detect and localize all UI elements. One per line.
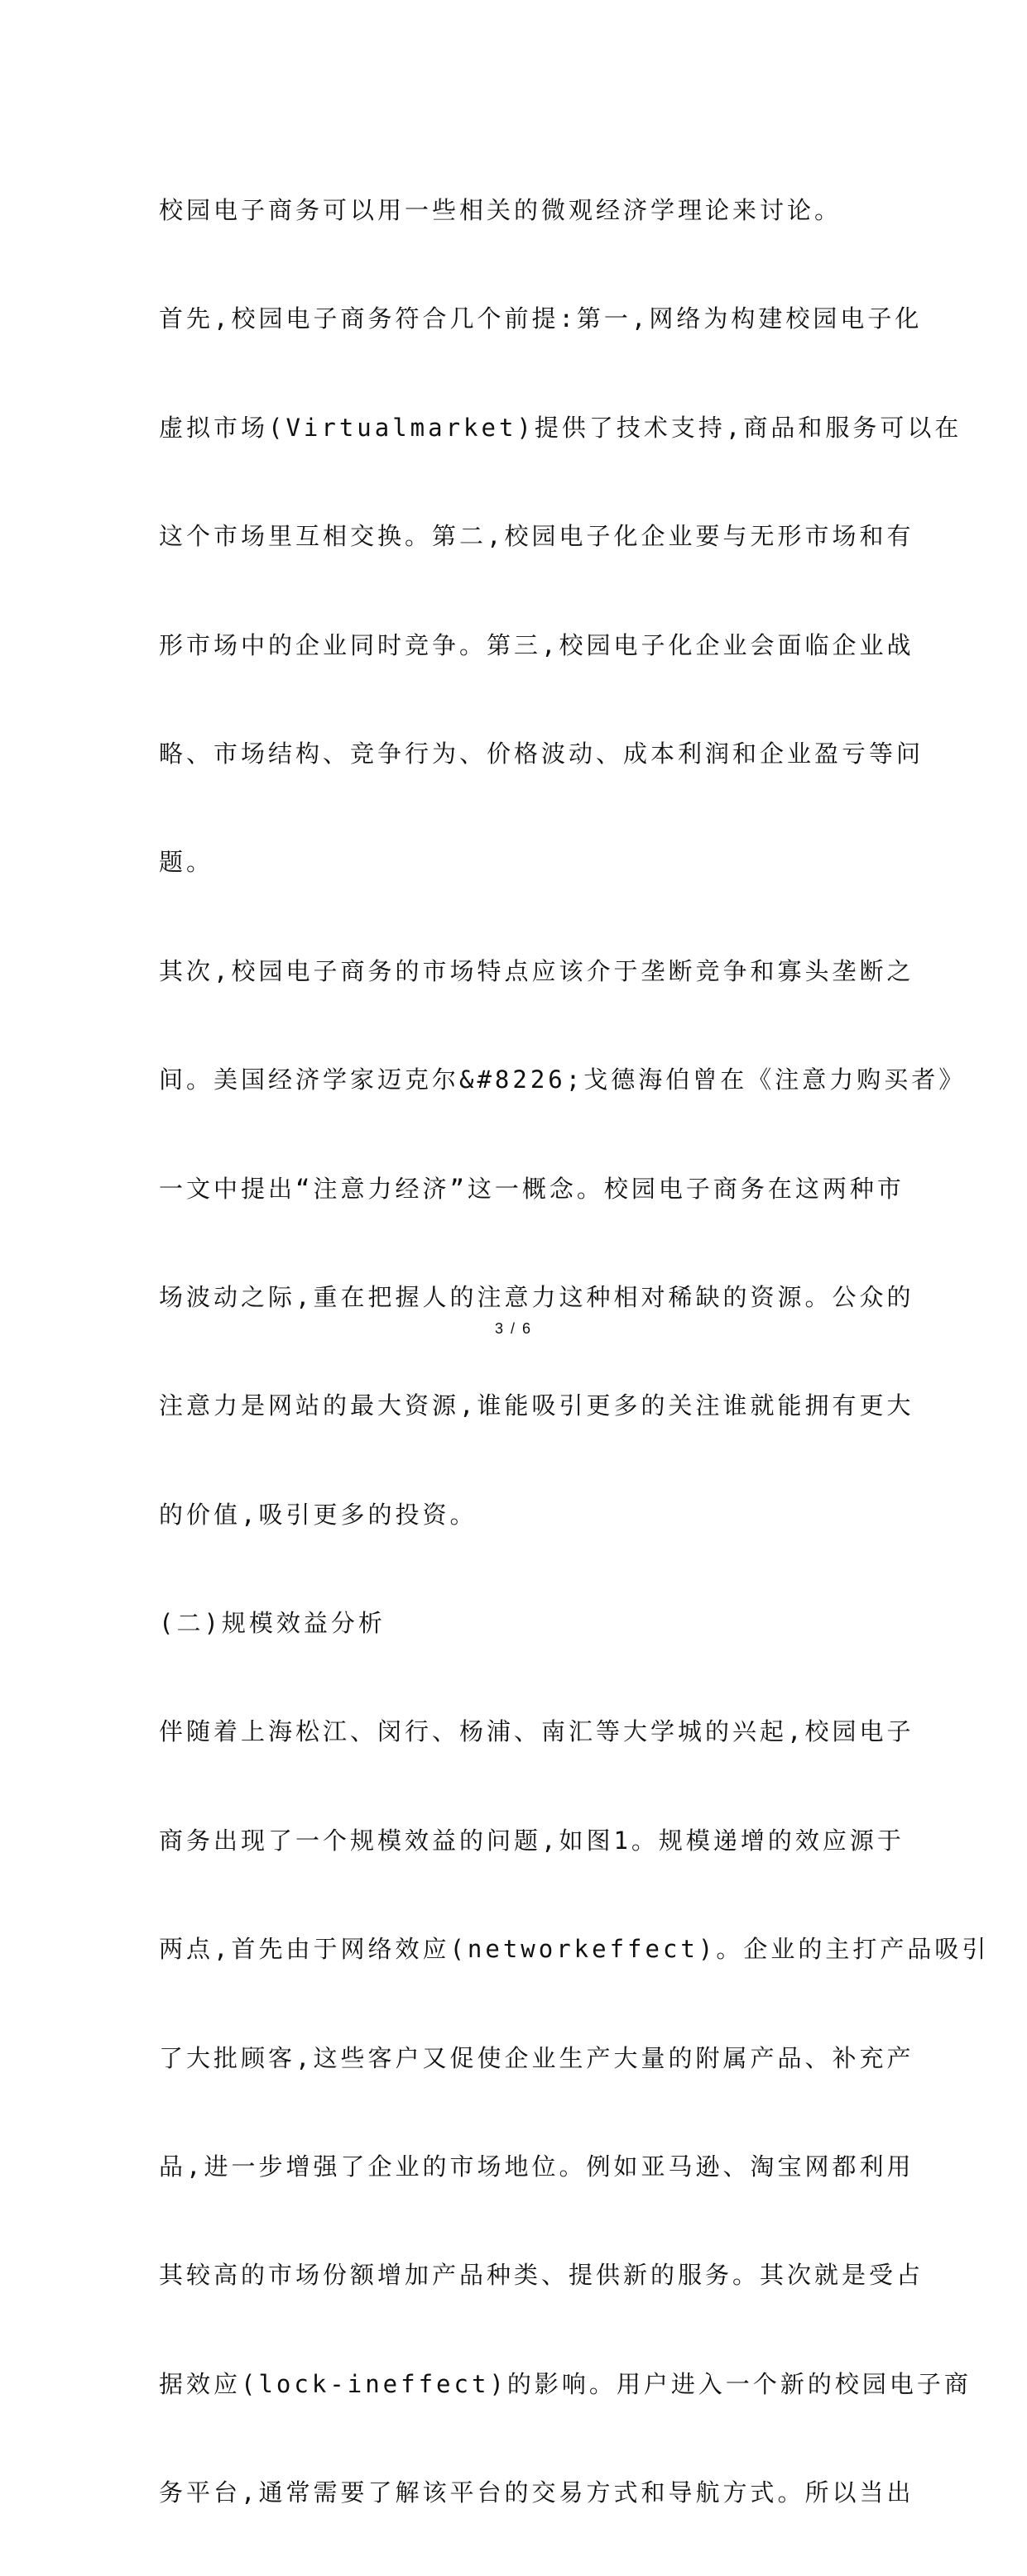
text-line: 其较高的市场份额增加产品种类、提供新的服务。其次就是受占 bbox=[159, 2261, 924, 2290]
text-line: 的价值,吸引更多的投资。 bbox=[159, 1500, 478, 1529]
text-line: 品,进一步增强了企业的市场地位。例如亚马逊、淘宝网都利用 bbox=[159, 2152, 914, 2181]
document-body bbox=[159, 128, 990, 2576]
text-line: 一文中提出“注意力经济”这一概念。校园电子商务在这两种市 bbox=[159, 1174, 905, 1203]
text-line: 场波动之际,重在把握人的注意力这种相对稀缺的资源。公众的 bbox=[159, 1282, 914, 1311]
section-heading: (二)规模效益分析 bbox=[159, 1609, 386, 1638]
text-line: 注意力是网站的最大资源,谁能吸引更多的关注谁就能拥有更大 bbox=[159, 1391, 914, 1420]
text-line: 题。 bbox=[159, 848, 214, 877]
text-line: 间。美国经济学家迈克尔&#8226;戈德海伯曾在《注意力购买者》 bbox=[159, 1065, 967, 1094]
text-line: 商务出现了一个规模效益的问题,如图1。规模递增的效应源于 bbox=[159, 1826, 905, 1855]
page-number: 3 / 6 bbox=[494, 1320, 533, 1337]
text-line: 这个市场里互相交换。第二,校园电子化企业要与无形市场和有 bbox=[159, 522, 914, 551]
text-line: 形市场中的企业同时竞争。第三,校园电子化企业会面临企业战 bbox=[159, 630, 914, 659]
text-line: 两点,首先由于网络效应(networkeffect)。企业的主打产品吸引 bbox=[159, 1935, 990, 1964]
text-line: 伴随着上海松江、闵行、杨浦、南汇等大学城的兴起,校园电子 bbox=[159, 1717, 914, 1746]
text-line: 据效应(lock-ineffect)的影响。用户进入一个新的校园电子商 bbox=[159, 2369, 972, 2398]
text-line: 务平台,通常需要了解该平台的交易方式和导航方式。所以当出 bbox=[159, 2478, 914, 2507]
text-line: 略、市场结构、竞争行为、价格波动、成本利润和企业盈亏等问 bbox=[159, 739, 924, 768]
text-line: 校园电子商务可以用一些相关的微观经济学理论来讨论。 bbox=[159, 196, 842, 224]
text-line: 了大批顾客,这些客户又促使企业生产大量的附属产品、补充产 bbox=[159, 2043, 914, 2072]
text-line: 其次,校园电子商务的市场特点应该介于垄断竞争和寡头垄断之 bbox=[159, 956, 914, 985]
text-line: 首先,校园电子商务符合几个前提:第一,网络为构建校园电子化 bbox=[159, 304, 923, 333]
text-line: 虚拟市场(Virtualmarket)提供了技术支持,商品和服务可以在 bbox=[159, 413, 962, 442]
